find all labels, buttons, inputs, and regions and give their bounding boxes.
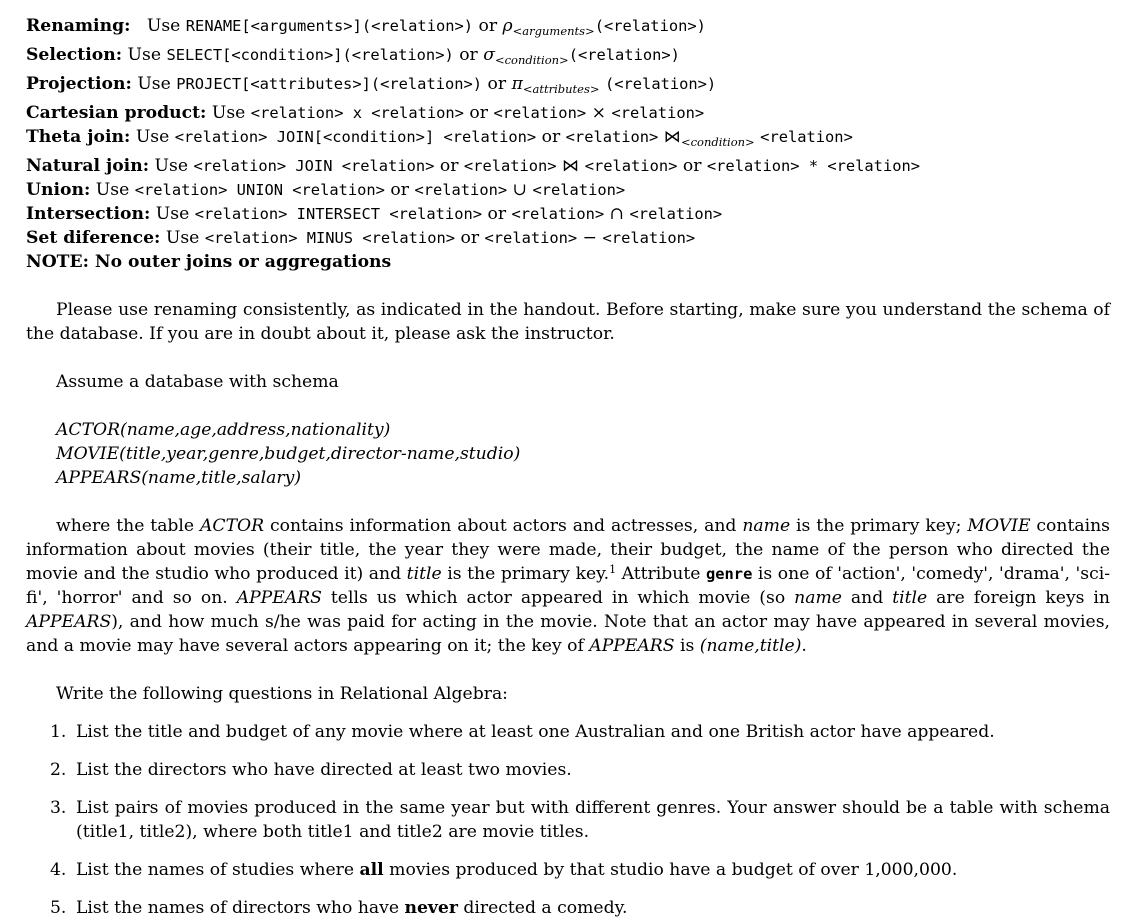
list-item: 1. List the title and budget of any movie where at least one Australian and one British actor have appeared. (50, 722, 995, 742)
op-syntax: <relation> JOIN <relation> (193, 157, 435, 175)
op-label: Selection: (26, 45, 123, 65)
description-paragraph: where the table ACTOR contains information about actors and actresses, and name is the primary key; MOVIE contains information about movies (their title, the year they were made, their budget, the name of the person who directed the movie and the studio who produced it) and title is the primary key.$^1$ Attribute genre is one of 'action', 'comedy', 'drama', 'sci-fi', 'horror' and so on. APPEARS tells us which actor appeared in which movie (so name and title are foreign keys in APPEARS), and how much s/he was paid for acting in the movie. Note that an actor may have appeared in several movies, and a movie may have several actors appearing on it; the key of APPEARS is (name,title). (26, 516, 1111, 656)
op-intersection: Intersection: Use <relation> INTERSECT <relation> or <relation> ∩ <relation> (26, 204, 723, 224)
list-item: 2. List the directors who have directed at least two movies. (50, 760, 572, 780)
op-cartesian: Cartesian product: Use <relation> x <relation> or <relation> × <relation> (26, 103, 705, 123)
list-item: 3. List pairs of movies produced in the same year but with different genres. Your answer should be a table with schema (title1, title2), where both title1 and title2 are movie titles. (50, 798, 1110, 842)
op-syntax: <relation> x <relation> (250, 104, 464, 122)
list-item: 5. List the names of directors who have never directed a comedy. (50, 898, 628, 918)
footnote-marker: 1 (609, 563, 617, 576)
schema-actor: ACTOR(name,age,address,nationality) (56, 420, 391, 440)
minus-symbol: − (582, 228, 598, 248)
bowtie-symbol: ⋈ (663, 127, 681, 147)
op-theta-join: Theta join: Use <relation> JOIN[<condition>] <relation> or <relation> $⋈_{<condition>}$ <relation> (26, 127, 853, 149)
sigma-symbol: σ (483, 45, 495, 65)
assume-line: Assume a database with schema (56, 372, 339, 392)
op-label: Renaming: (26, 16, 131, 36)
note-line: NOTE: No outer joins or aggregations (26, 252, 392, 272)
rho-symbol: ρ (502, 16, 513, 36)
op-syntax: <relation> INTERSECT <relation> (194, 205, 482, 223)
op-union: Union: Use <relation> UNION <relation> or <relation> ∪ <relation> (26, 180, 626, 200)
pi-symbol: π (511, 74, 523, 94)
schema-appears: APPEARS(name,title,salary) (56, 468, 302, 488)
op-selection: Selection: Use SELECT[<condition>](<relation>) or $\sigma_{<condition>}(<relation>)$ (26, 45, 680, 67)
op-syntax: PROJECT[<attributes>](<relation>) (176, 75, 483, 93)
write-instruction: Write the following questions in Relational Algebra: (56, 684, 508, 704)
schema-movie: MOVIE(title,year,genre,budget,director-name,studio) (56, 444, 521, 464)
union-symbol: ∪ (512, 180, 527, 200)
op-syntax: <relation> MINUS <relation> (204, 229, 455, 247)
op-renaming: Renaming: Use RENAME[<arguments>](<relation>) or $\rho_{<arguments>}(<relation>)$ (26, 16, 706, 38)
intro-paragraph: Please use renaming consistently, as indicated in the handout. Before starting, make sure you understand the schema of the database. If you are in doubt about it, please ask the instructor. (26, 300, 1110, 344)
operator-list (26, 14, 1110, 274)
op-label: Union: (26, 180, 91, 200)
list-item: 4. List the names of studies where all movies produced by that studio have a budget of over 1,000,000. (50, 860, 958, 880)
op-set-difference: Set diference: Use <relation> MINUS <relation> or <relation> − <relation> (26, 228, 696, 248)
times-symbol: × (591, 103, 606, 123)
op-natural-join: Natural join: Use <relation> JOIN <relation> or <relation> ⋈ <relation> or <relation> * <relation> (26, 156, 921, 176)
question-list (26, 720, 1110, 920)
op-label: Projection: (26, 74, 132, 94)
op-syntax: SELECT[<condition>](<relation>) (166, 46, 454, 64)
op-syntax: <relation> JOIN[<condition>] <relation> (174, 128, 537, 146)
document-page (26, 14, 1110, 920)
op-label: Theta join: (26, 127, 131, 147)
op-label: Set diference: (26, 228, 161, 248)
op-projection: Projection: Use PROJECT[<attributes>](<relation>) or $\pi_{<attributes>}$ (<relation>) (26, 74, 717, 96)
bowtie-symbol: ⋈ (562, 156, 580, 176)
op-label: Natural join: (26, 156, 150, 176)
op-syntax: RENAME[<arguments>](<relation>) (185, 17, 474, 35)
op-label: Cartesian product: (26, 103, 207, 123)
op-label: Intersection: (26, 204, 151, 224)
schema-block (26, 418, 1110, 490)
intersection-symbol: ∩ (609, 204, 625, 224)
op-syntax: <relation> UNION <relation> (134, 181, 385, 199)
